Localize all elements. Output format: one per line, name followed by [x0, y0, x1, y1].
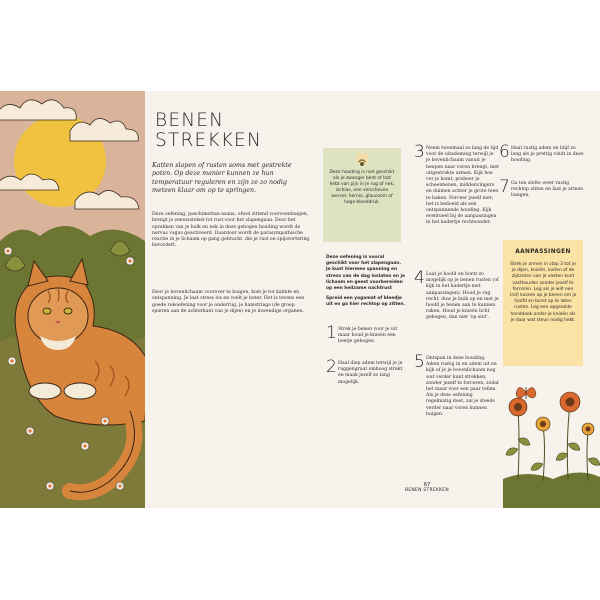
page-number: 67 — [423, 482, 431, 488]
usage-note-paragraph-2: Spreid een yogamat of kleedje uit en ga hier rechtop op zitten. — [326, 296, 406, 308]
book-spread — [0, 91, 600, 508]
step-text: Strek je benen voor je uit maar houd je knieën een beetje gebogen. — [338, 327, 398, 345]
adjustments-text: Strek je armen in stap 3 tot je je dijen, knieën, kuiten of de zijkanten van je voeten kunt vasthouden zonder jezelf te forceren. Leg als je wilt een (rol) kussen op je benen om je hoofd en borst op te laten rusten. Leg een opgerolde handdoek onder je knieën als je daar wat steun nodig hebt. — [509, 262, 577, 323]
step-text: Laat je hoofd en borst zo mogelijk op je benen rusten (of kijk in het kadertje met aanpassingen). Houd je rug recht, duw je buik op en met je hoofd je benen aan te kunnen raken. Houd je knieën licht gebogen, dan niet 'op slot'. — [426, 272, 499, 321]
caution-box — [323, 148, 401, 242]
step-number: 7 — [499, 177, 510, 197]
caution-text: Deze houding is niet geschikt als je zwanger bent of last hebt van pijn in je rug of nek, ischias, een verschoven wervel, hernia, glaucoom of hoge bloeddruk. — [329, 170, 395, 206]
usage-note — [326, 255, 406, 313]
step-text: Ga ten slotte weer rustig rechtop zitten en laat je armen hangen. — [511, 181, 584, 199]
step-number: 5 — [414, 352, 425, 372]
step-number: 4 — [414, 268, 425, 288]
section-name: BENEN STREKKEN — [405, 488, 449, 493]
step-text: Haal rustig adem en blijf zo lang als je prettig vindt in deze houding. — [511, 146, 584, 164]
step-number: 6 — [499, 142, 510, 162]
adjustments-box — [503, 240, 583, 366]
intro-text: Katten slapen of rusten soms met gestrekte poten. Op deze manier kunnen ze hun temperatuur reguleren en zijn ze zo nodig meteen klaar om op te springen. — [152, 162, 292, 194]
step-number: 3 — [414, 142, 425, 162]
page-footer — [404, 482, 450, 494]
step-number: 1 — [326, 323, 337, 343]
butterfly-icon — [516, 387, 536, 399]
step-text: Haal diep adem terwijl je je ruggengraat omhoog strekt en maak jezelf zo lang mogelijk. — [338, 361, 403, 385]
title-line-2: STREKKEN — [155, 130, 262, 151]
step-text: Ontspan in deze houding. Adem rustig in en adem uit en kijk of je je bovenlichaam nog wat verder kunt strekken, zonder jezelf te forceren, zodat het maar voor een paar tellen. Als je deze oefening regelmatig doet, zal je steeds verder naar voren kunnen buigen. — [426, 356, 499, 417]
flowers-illustration — [503, 369, 600, 508]
title-line-1: BENEN — [155, 110, 225, 131]
cat-illustration-art — [0, 91, 145, 508]
usage-note-paragraph-1: Deze oefening is vooral geschikt voor het slapengaan. Je kunt hiermee spanning en stress van de dag loslaten en je lichaam en geest voorbereiden op een heilzame nachtrust — [326, 255, 405, 292]
cat-illustration — [0, 91, 145, 508]
adjustments-title: AANPASSINGEN — [515, 249, 571, 255]
body-paragraph-2: Door je bovenlichaam voorover te buigen, kom je tot kalmte en ontspanning. Je laat stress los en voelt je beter. Het is tevens een goede rekoefening voor je onderrug, je hamstrings (de groep spieren aan de achterkant van je dijen) en je inwendige organen. — [152, 290, 305, 314]
flower-icon — [509, 392, 594, 435]
step-number: 2 — [326, 357, 337, 377]
step-text: Neem tweemaal zo lang de tijd voor de uitademing terwijl je je bovenlichaam vanuit je heupen naar voren brengt, met uitgestrekte armen. Kijk hoe ver je komt; probeer je scheenbenen, middenvingers en duimen achter je grote teen te haken. Forceer jezelf niet; het is bedoeld als een ontspannende houding. Kijk eventueel bij de aanpassingen in het kadertje rechtsonder. — [426, 146, 499, 226]
body-paragraph-1: Deze oefening, paschimottan-asana, ofwel zittend voorovenbuigen, brengt je zenuwstelsel tot rust voor het slapengaan. Door het oprekken van je bulk en nek in deze gebogen houding wordt de nervus vagus geactiveerd. Daardoor wordt de parasympathische reactie in je lichaam op gang gebracht, die je rust en spijsvertering bevordert. — [152, 212, 310, 249]
page-title — [155, 111, 262, 151]
paw-icon — [356, 153, 368, 164]
